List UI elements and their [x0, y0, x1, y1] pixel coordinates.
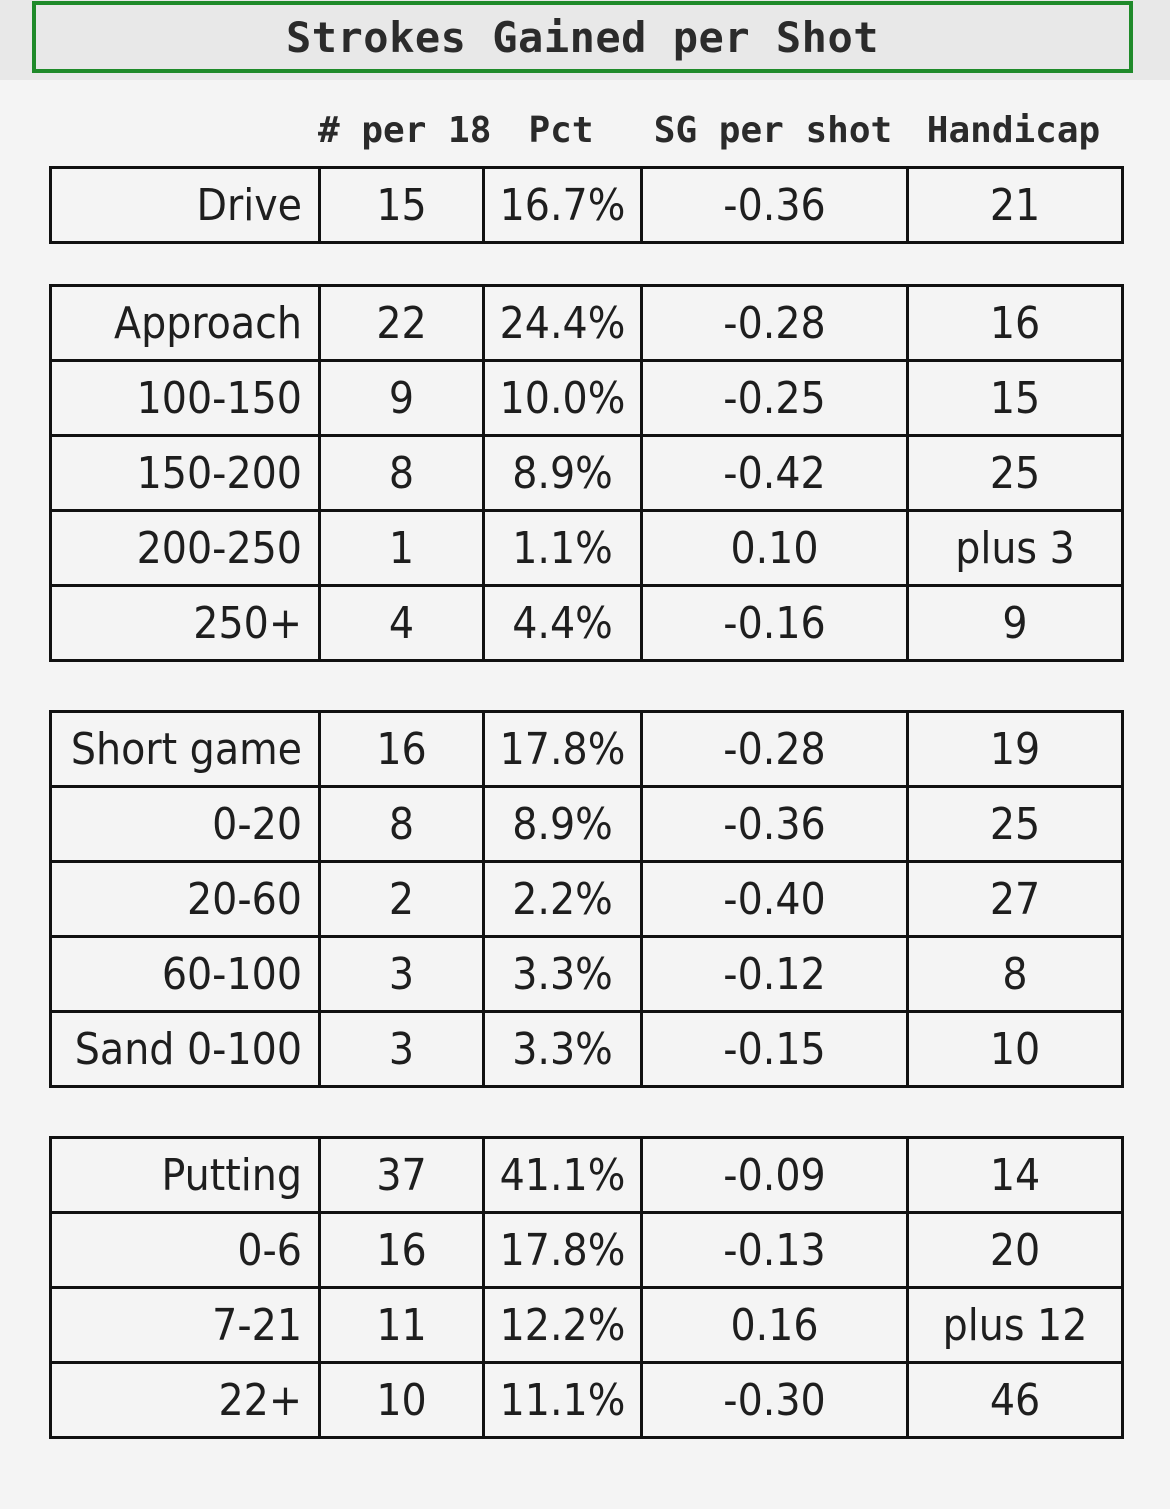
table-row	[51, 286, 1123, 361]
stats-group-table	[49, 284, 1124, 662]
cell-handicap: 20	[908, 1213, 1123, 1288]
cell-sg: -0.36	[642, 168, 908, 243]
cell-count: 3	[320, 1012, 484, 1087]
cell-sg: -0.15	[642, 1012, 908, 1087]
title-box	[32, 1, 1133, 73]
cell-handicap: 27	[908, 862, 1123, 937]
cell-label: Sand 0-100	[51, 1012, 320, 1087]
cell-pct: 24.4%	[484, 286, 642, 361]
cell-sg: 0.10	[642, 511, 908, 586]
table-row	[51, 787, 1123, 862]
cell-handicap: 14	[908, 1138, 1123, 1213]
cell-count: 3	[320, 937, 484, 1012]
cell-sg: -0.16	[642, 586, 908, 661]
cell-label: 20-60	[51, 862, 320, 937]
cell-label: 0-20	[51, 787, 320, 862]
header-count: # per 18	[318, 110, 492, 151]
cell-handicap: 19	[908, 712, 1123, 787]
cell-handicap: 25	[908, 787, 1123, 862]
cell-pct: 11.1%	[484, 1363, 642, 1438]
cell-pct: 4.4%	[484, 586, 642, 661]
cell-count: 11	[320, 1288, 484, 1363]
cell-pct: 17.8%	[484, 1213, 642, 1288]
cell-sg: -0.13	[642, 1213, 908, 1288]
cell-handicap: 15	[908, 361, 1123, 436]
table-row	[51, 1213, 1123, 1288]
table-row	[51, 1138, 1123, 1213]
cell-count: 16	[320, 1213, 484, 1288]
table-row	[51, 586, 1123, 661]
cell-label: 7-21	[51, 1288, 320, 1363]
table-row	[51, 1012, 1123, 1087]
cell-count: 10	[320, 1363, 484, 1438]
stats-group-table	[49, 1136, 1124, 1439]
cell-label: Short game	[51, 712, 320, 787]
header-pct: Pct	[528, 110, 594, 151]
cell-count: 1	[320, 511, 484, 586]
cell-sg: -0.30	[642, 1363, 908, 1438]
table-row	[51, 862, 1123, 937]
cell-label: 200-250	[51, 511, 320, 586]
cell-count: 2	[320, 862, 484, 937]
cell-pct: 3.3%	[484, 1012, 642, 1087]
cell-sg: -0.36	[642, 787, 908, 862]
cell-sg: -0.25	[642, 361, 908, 436]
cell-label: Drive	[51, 168, 320, 243]
cell-pct: 8.9%	[484, 787, 642, 862]
cell-sg: -0.42	[642, 436, 908, 511]
cell-sg: 0.16	[642, 1288, 908, 1363]
table-row	[51, 1288, 1123, 1363]
cell-pct: 8.9%	[484, 436, 642, 511]
cell-pct: 10.0%	[484, 361, 642, 436]
cell-count: 37	[320, 1138, 484, 1213]
table-row	[51, 1363, 1123, 1438]
cell-count: 8	[320, 436, 484, 511]
stats-group-table	[49, 710, 1124, 1088]
cell-label: Putting	[51, 1138, 320, 1213]
table-row	[51, 436, 1123, 511]
cell-pct: 3.3%	[484, 937, 642, 1012]
cell-pct: 17.8%	[484, 712, 642, 787]
cell-label: 0-6	[51, 1213, 320, 1288]
table-row	[51, 937, 1123, 1012]
cell-count: 4	[320, 586, 484, 661]
cell-label: 150-200	[51, 436, 320, 511]
cell-label: 250+	[51, 586, 320, 661]
cell-pct: 2.2%	[484, 862, 642, 937]
cell-sg: -0.28	[642, 712, 908, 787]
cell-count: 8	[320, 787, 484, 862]
cell-sg: -0.28	[642, 286, 908, 361]
cell-handicap: 8	[908, 937, 1123, 1012]
header-handicap: Handicap	[926, 110, 1101, 151]
cell-handicap: 25	[908, 436, 1123, 511]
cell-label: 22+	[51, 1363, 320, 1438]
table-row	[51, 168, 1123, 243]
header-sg-per-shot: SG per shot	[653, 110, 893, 151]
cell-handicap: 10	[908, 1012, 1123, 1087]
cell-label: 100-150	[51, 361, 320, 436]
page-title: Strokes Gained per Shot	[285, 13, 880, 62]
cell-sg: -0.40	[642, 862, 908, 937]
cell-handicap: plus 3	[908, 511, 1123, 586]
cell-pct: 41.1%	[484, 1138, 642, 1213]
cell-handicap: 46	[908, 1363, 1123, 1438]
cell-count: 15	[320, 168, 484, 243]
stats-group-table	[49, 166, 1124, 244]
cell-handicap: 16	[908, 286, 1123, 361]
cell-sg: -0.09	[642, 1138, 908, 1213]
cell-label: Approach	[51, 286, 320, 361]
cell-handicap: plus 12	[908, 1288, 1123, 1363]
table-row	[51, 511, 1123, 586]
cell-handicap: 21	[908, 168, 1123, 243]
cell-sg: -0.12	[642, 937, 908, 1012]
cell-pct: 1.1%	[484, 511, 642, 586]
cell-pct: 16.7%	[484, 168, 642, 243]
cell-count: 22	[320, 286, 484, 361]
table-row	[51, 361, 1123, 436]
cell-count: 9	[320, 361, 484, 436]
cell-pct: 12.2%	[484, 1288, 642, 1363]
cell-handicap: 9	[908, 586, 1123, 661]
cell-label: 60-100	[51, 937, 320, 1012]
table-row	[51, 712, 1123, 787]
cell-count: 16	[320, 712, 484, 787]
